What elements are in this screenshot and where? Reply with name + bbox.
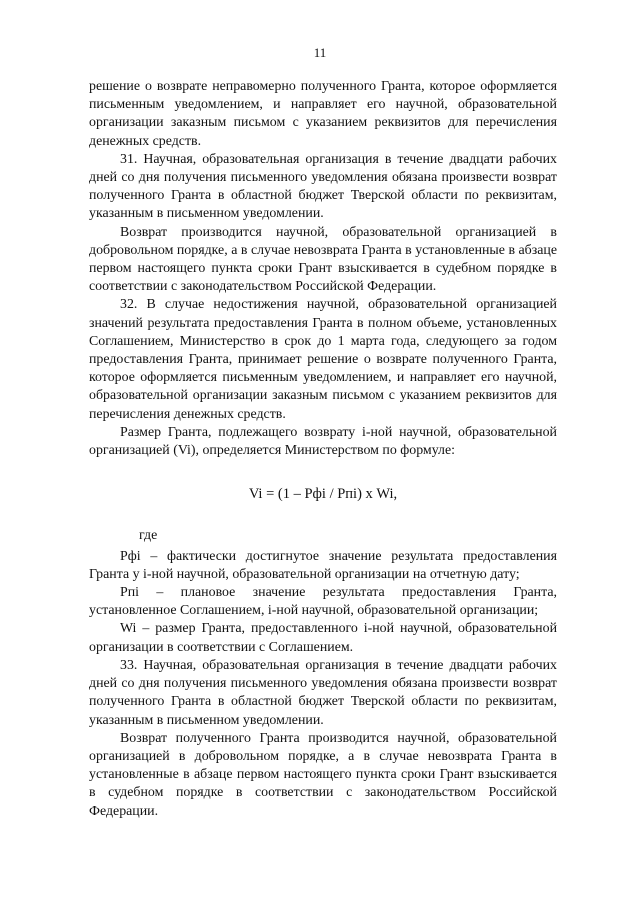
where-label: где	[139, 528, 158, 544]
page-number: 11	[313, 45, 327, 60]
paragraph-refund-final: Возврат полученного Гранта производится научной, образовательной организацией в добровольном порядке, а в случае невозврата Гранта в установленные в абзаце первом настоящего пункта сроки Грант взыскивается в судебном порядке в соответствии с законодательством Российской Федерации.	[89, 730, 557, 819]
paragraph-grant-size: Размер Гранта, подлежащего возврату i-ной научной, образовательной организацией (Vi), определяется Министерством по формуле:	[89, 424, 557, 459]
paragraph-refund-voluntary: Возврат производится научной, образовательной организацией в добровольном порядке, а в случае невозврата Гранта в установленные в абзаце первом настоящего пункта сроки Грант взыскивается в судебном порядке в соответствии с законодательством Российской Федерации.	[89, 224, 557, 295]
formula: Vi = (1 – Рфi / Рпi) х Wi,	[248, 486, 398, 503]
paragraph-continuation: решение о возврате неправомерно полученного Гранта, которое оформляется письменным уведомлением, и направляет его научной, образовательной организации заказным письмом с указанием реквизитов для перечисления денежных средств.	[89, 79, 557, 149]
definition-rp: Рпi – плановое значение результата предоставления Гранта, установленное Соглашением, i-ной научной, образовательной организации;	[89, 585, 557, 619]
paragraph-item-33: 33. Научная, образовательная организация в течение двадцати рабочих дней со дня получения письменного уведомления обязана произвести возврат полученного Гранта в областной бюджет Тверской области по реквизитам, указанным в письменном уведомлении.	[89, 657, 557, 728]
paragraph-item-31: 31. Научная, образовательная организация в течение двадцати рабочих дней со дня получения письменного уведомления обязана произвести возврат полученного Гранта в областной бюджет Тверской области по реквизитам, указанным в письменном уведомлении.	[89, 151, 557, 222]
paragraph-item-32: 32. В случае недостижения научной, образовательной организацией значений результата предоставления Гранта в полном объеме, установленных Соглашением, Министерство в срок до 1 марта года, следующего за годом предоставления Гранта, принимает решение о возврате полученного Гранта, которое оформляется письменным уведомлением, и направляет его научной, образовательной организации заказным письмом с указанием реквизитов для перечисления денежных средств.	[89, 297, 557, 422]
definition-w: Wi – размер Гранта, предоставленного i-ной научной, образовательной организации в соответствии с Соглашением.	[89, 621, 557, 655]
definition-rf: Рфi – фактически достигнутое значение результата предоставления Гранта у i-ной научной, образовательной организации на отчетную дату;	[89, 548, 557, 582]
document-body	[89, 78, 557, 821]
